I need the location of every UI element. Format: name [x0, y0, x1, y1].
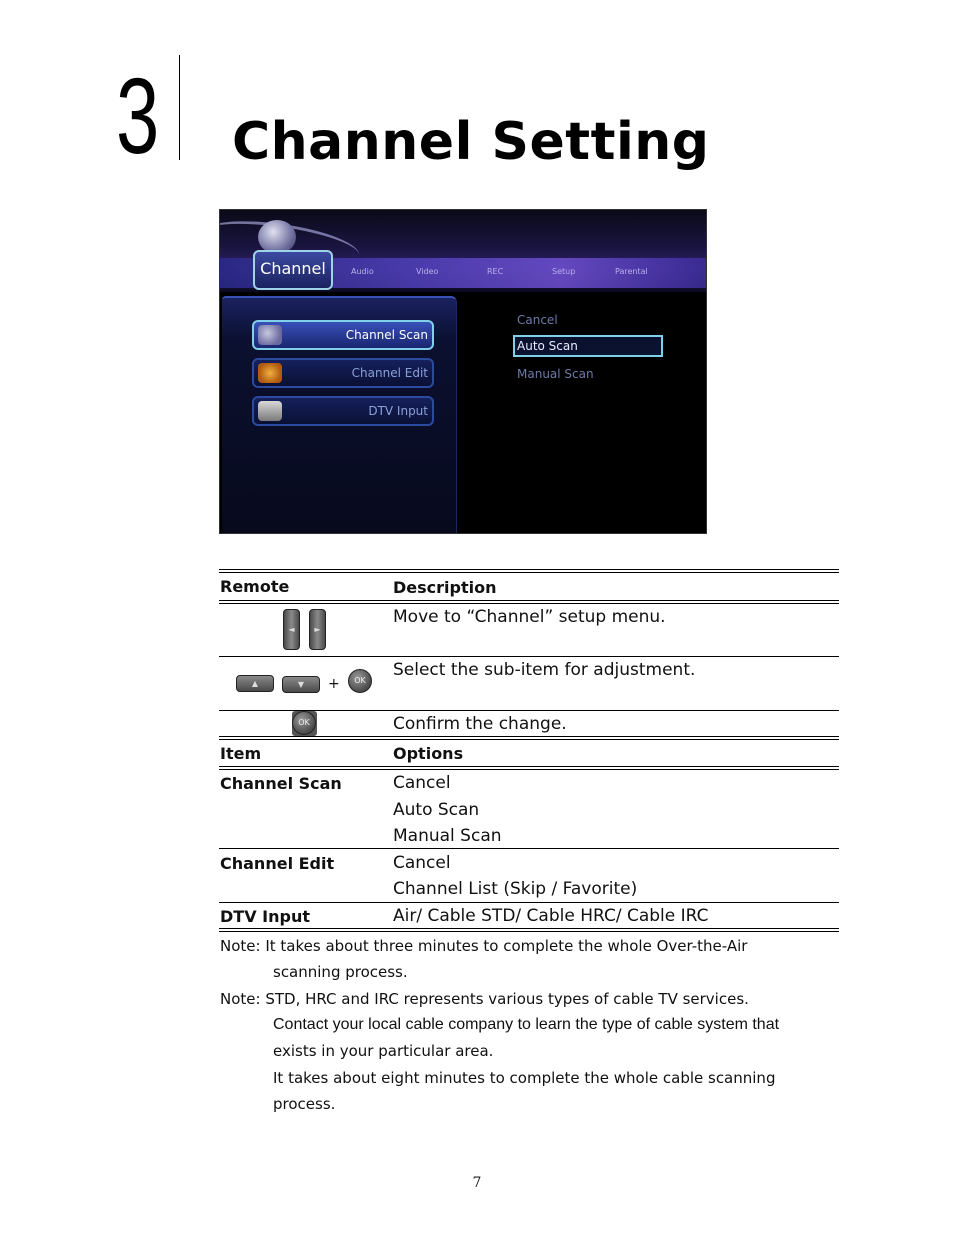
item-channel-scan: Channel Scan: [220, 774, 342, 793]
table-rule: [219, 928, 839, 929]
table-rule: [219, 569, 839, 570]
satellite-icon: [258, 325, 282, 345]
table-rule: [219, 736, 839, 737]
ok-button-icon: OK: [348, 669, 372, 693]
option-value: Cancel: [393, 853, 451, 873]
tv-tab-video: Video: [416, 267, 439, 276]
tv-option-cancel: Cancel: [517, 313, 558, 327]
tv-tab-rec: REC: [487, 267, 504, 276]
table-cell-description: Confirm the change.: [393, 714, 567, 734]
option-value: Auto Scan: [393, 800, 480, 820]
table-rule: [219, 603, 839, 604]
chapter-divider: [179, 55, 180, 160]
up-arrow-button-icon: ▲: [236, 675, 274, 692]
table-cell-description: Select the sub-item for adjustment.: [393, 660, 696, 680]
item-column-header: Item: [220, 744, 262, 763]
description-column-header: Description: [393, 578, 497, 597]
tv-menu-label: Channel Edit: [351, 366, 428, 380]
left-arrow-button-icon: ◄: [283, 609, 300, 650]
note-text: Note: STD, HRC and IRC represents various types of cable TV services.: [220, 990, 749, 1008]
plus-sign: +: [328, 676, 340, 692]
chapter-number: 3: [116, 55, 160, 176]
tv-menu-label: Channel Scan: [345, 328, 428, 342]
option-value: Channel List (Skip / Favorite): [393, 879, 638, 899]
table-rule: [219, 848, 839, 849]
edit-gear-icon: [258, 363, 282, 383]
tv-menu-screenshot: [219, 209, 707, 534]
tv-option-auto-scan: Auto Scan: [513, 335, 663, 357]
table-rule: [219, 739, 839, 740]
options-column-header: Options: [393, 744, 464, 763]
option-value: Air/ Cable STD/ Cable HRC/ Cable IRC: [393, 906, 709, 926]
right-arrow-button-icon: ►: [309, 609, 326, 650]
item-channel-edit: Channel Edit: [220, 854, 335, 873]
note-text: It takes about eight minutes to complete the whole cable scanning: [273, 1069, 776, 1087]
input-arrow-icon: [258, 401, 282, 421]
table-rule: [219, 572, 839, 573]
tv-option-manual-scan: Manual Scan: [517, 367, 594, 381]
note-text: Contact your local cable company to learn the type of cable system that: [273, 1016, 780, 1033]
table-rule: [219, 766, 839, 767]
option-value: Manual Scan: [393, 826, 502, 846]
item-dtv-input: DTV Input: [220, 907, 310, 926]
satellite-dish-icon: [258, 220, 296, 254]
down-arrow-button-icon: ▼: [282, 676, 320, 693]
option-value: Cancel: [393, 773, 451, 793]
table-rule: [219, 769, 839, 770]
table-cell-description: Move to “Channel” setup menu.: [393, 607, 666, 627]
table-rule: [219, 600, 839, 601]
table-rule: [219, 902, 839, 903]
page-number: 7: [472, 1175, 482, 1191]
tv-tab-audio: Audio: [351, 267, 374, 276]
table-rule: [219, 931, 839, 932]
tv-menu-channel-edit: [252, 358, 434, 388]
note-text: Note: It takes about three minutes to complete the whole Over-the-Air: [220, 937, 748, 955]
tv-menu-label: DTV Input: [368, 404, 428, 418]
tv-menu-dtv-input: [252, 396, 434, 426]
remote-column-header: Remote: [220, 577, 290, 596]
note-text: exists in your particular area.: [273, 1042, 494, 1060]
tv-tab-channel: Channel: [253, 250, 333, 290]
ok-button-icon: OK: [292, 711, 316, 735]
tv-tab-setup: Setup: [552, 267, 576, 276]
table-rule: [219, 656, 839, 657]
note-text: process.: [273, 1095, 336, 1113]
tv-menu-channel-scan: [252, 320, 434, 350]
note-text: scanning process.: [273, 963, 408, 981]
chapter-title: Channel Setting: [232, 112, 710, 172]
tv-tab-parental: Parental: [615, 267, 648, 276]
